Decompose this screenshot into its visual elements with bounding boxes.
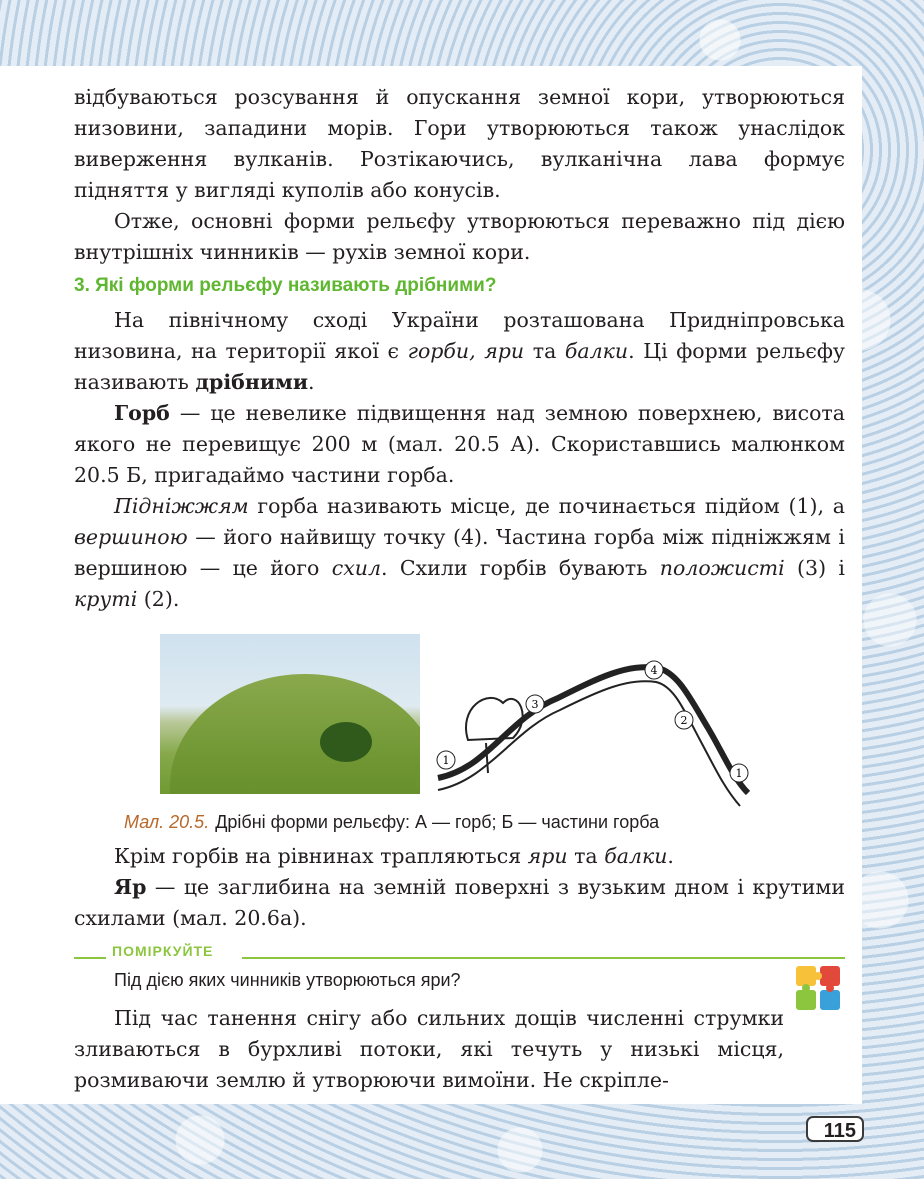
think-question: Під дією яких чинників утворюються яри? [114,970,461,990]
text-block-middle [74,305,845,615]
text-block-last [74,1003,784,1096]
paragraph-gorb: Горб — це невелике підвищення над земною поверхнею, висота якого не перевищує 200 м (мал. 20.5 А). Скориставшись малюнком 20.5 Б, пригадаймо частини горба. [74,401,845,487]
paragraph-last: Під час танення снігу або сильних дощів численні струмки зливаються в бурхливі потоки, які течуть у низькі місця, розмиваючи землю й утворюючи вимоїни. Не скріпле- [74,1006,784,1092]
think-label: ПОМІРКУЙТЕ [112,943,214,959]
paragraph-parts: Підніжжям горба називають місце, де починається підйом (1), а вершиною — його найвищу точку (4). Частина горба між підніжжям і вершиною — це його схил. Схили горбів бувають положисті (3) і круті (2). [74,494,845,611]
caption-label: Мал. 20.5. [124,812,210,832]
think-rule-left [74,957,106,959]
hill-photo [160,634,420,794]
section-heading: 3. Які форми рельєфу називають дрібними? [74,275,497,296]
think-rule-right [242,957,845,959]
puzzle-icon [794,962,844,1016]
marker-steep-slope: 2 [680,714,688,727]
paragraph-yar: Яр — це заглибина на земній поверхні з вузьким дном і крутими схилами (мал. 20.6а). [74,875,845,930]
marker-foot-right: 1 [735,767,743,780]
paragraph-intro: На північному сході України розташована Придніпровська низовина, на території якої є горби, яри та балки. Ці форми рельєфу називають дрібними. [74,308,845,394]
marker-summit: 4 [650,664,658,677]
hill-shape [170,674,420,794]
text-block-top [74,82,845,268]
paragraph: відбуваються розсування й опускання земної кори, утворюються низовини, западини морів. Гори утворюються також унаслідок виверження вулканів. Розтікаючись, вулканічна лава формує підняття у вигляді куполів або конусів. [74,85,845,202]
paragraph-yary: Крім горбів на рівнинах трапляються яри та балки. [114,844,674,868]
hill-parts-drawing [428,648,758,818]
figure-caption [124,812,659,833]
marker-gentle-slope: 3 [531,698,539,711]
paragraph: Отже, основні форми рельєфу утворюються переважно під дією внутрішніх чинників — рухів земної кори. [74,209,845,264]
marker-foot-left: 1 [442,754,450,767]
caption-text: Дрібні форми рельєфу: А — горб; Б — частини горба [215,812,660,832]
page-number: 115 [806,1116,864,1142]
tree-icon [320,722,372,762]
text-block-yary [74,841,845,934]
